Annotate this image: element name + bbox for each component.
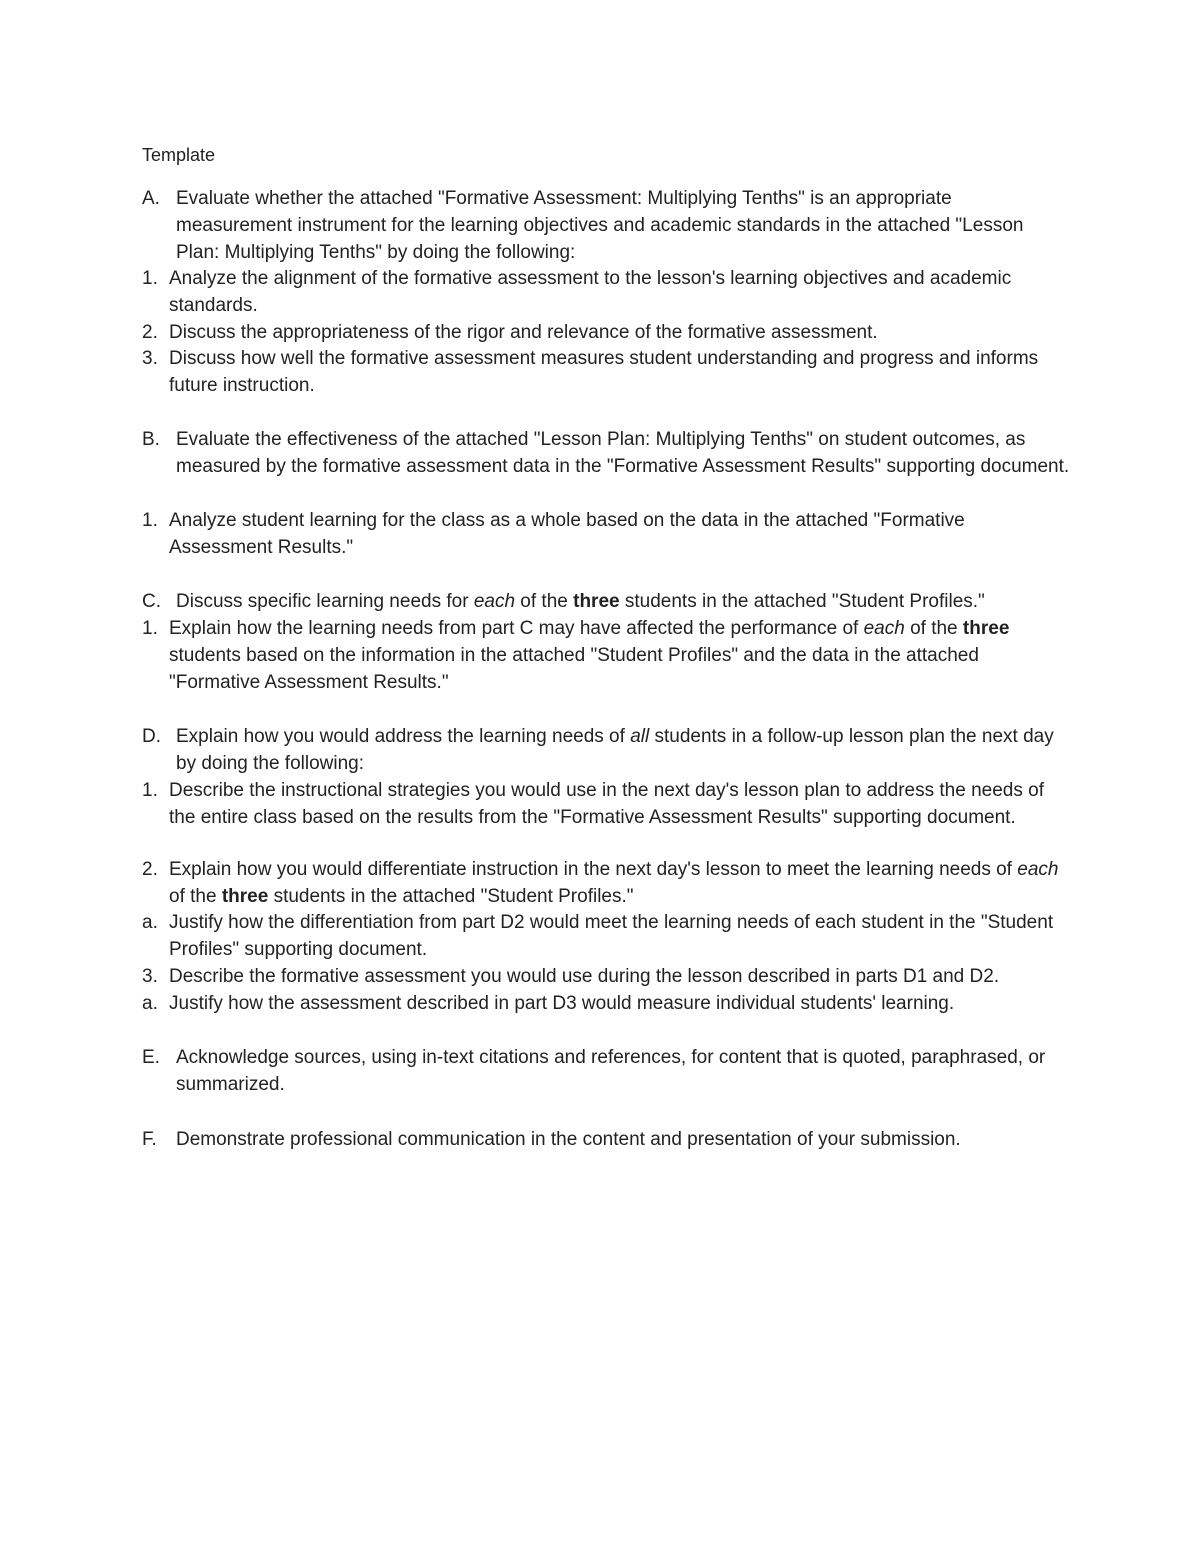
item-text: Describe the instructional strategies you would use in the next day's lesson plan to address the needs of the entire class based on the results from the "Formative Assessment Results" supporting document. — [169, 780, 1044, 828]
item-marker: 3. — [142, 966, 158, 987]
section-d — [142, 724, 1072, 778]
section-marker: D. — [142, 726, 161, 747]
text-part: students based on the information in the attached "Student Profiles" and the data in the attached "Formative Assessment Results." — [169, 644, 979, 693]
section-marker: F. — [142, 1129, 157, 1150]
section-marker: E. — [142, 1047, 160, 1068]
section-text: Evaluate the effectiveness of the attached "Lesson Plan: Multiplying Tenths" on student outcomes, as measured by the formative assessment data in the "Formative Assessment Results" supporting document. — [176, 429, 1070, 477]
document-title: Template — [142, 145, 216, 165]
item-text: Discuss how well the formative assessment measures student understanding and progress and informs future instruction. — [169, 348, 1039, 396]
section-text: Evaluate whether the attached "Formative Assessment: Multiplying Tenths" is an appropriate measurement instrument for the learning objectives and academic standards in the attached "Lesson Plan: Multiplying Tenths" by doing the following: — [176, 188, 1024, 263]
item-marker: 2. — [142, 322, 158, 343]
item-text: Discuss the appropriateness of the rigor and relevance of the formative assessment. — [169, 322, 878, 343]
item-marker: 1. — [142, 510, 158, 531]
text-part: Explain how the learning needs from part C may have affected the performance of — [169, 618, 864, 639]
section-a-item-2 — [142, 320, 1072, 347]
section-f — [142, 1127, 1072, 1154]
item-text — [142, 616, 1072, 696]
item-marker: a. — [142, 912, 158, 933]
item-text: Justify how the assessment described in part D3 would measure individual students' learning. — [169, 993, 955, 1014]
section-d-item-2 — [142, 857, 1072, 911]
section-c — [142, 589, 1072, 616]
section-b — [142, 427, 1072, 481]
emphasis-text: each — [473, 591, 516, 612]
text-part: Explain how you would differentiate instruction in the next day's lesson to meet the learning needs of — [169, 859, 1018, 880]
text-part: of the — [904, 618, 963, 639]
text-part: students in a follow-up lesson plan the next day by doing the following: — [176, 726, 1054, 774]
item-marker: a. — [142, 993, 158, 1014]
emphasis-text: all — [630, 726, 650, 747]
section-text: Demonstrate professional communication in the content and presentation of your submission. — [176, 1129, 961, 1150]
text-part: of the — [169, 885, 222, 907]
section-marker: A. — [142, 188, 160, 209]
bold-text: three — [221, 885, 269, 907]
bold-text: three — [573, 591, 620, 612]
section-d-item-2a — [142, 910, 1072, 964]
section-text — [142, 724, 1072, 778]
section-a-item-3 — [142, 346, 1072, 400]
text-part: students in the attached "Student Profiles." — [619, 591, 985, 612]
item-marker: 1. — [142, 780, 158, 801]
item-text: Justify how the differentiation from part D2 would meet the learning needs of each student in the "Student Profiles" supporting document. — [169, 912, 1054, 960]
section-text: Acknowledge sources, using in-text citations and references, for content that is quoted, paraphrased, or summarized. — [176, 1047, 1046, 1095]
section-text — [142, 589, 1072, 616]
item-text: Describe the formative assessment you would use during the lesson described in parts D1 and D2. — [169, 966, 1000, 987]
text-part: Explain how you would address the learning needs of — [176, 726, 631, 747]
item-marker: 1. — [142, 618, 158, 639]
section-b-item-1 — [142, 508, 1072, 562]
section-d-item-3 — [142, 964, 1072, 991]
item-marker: 3. — [142, 348, 158, 369]
text-part: students in the attached "Student Profiles." — [268, 885, 634, 907]
bold-text: three — [962, 618, 1010, 639]
section-marker: C. — [142, 591, 161, 612]
emphasis-text: each — [1017, 859, 1059, 880]
section-e — [142, 1045, 1072, 1099]
section-a — [142, 186, 1072, 266]
section-d-item-1 — [142, 778, 1072, 832]
item-text — [142, 857, 1072, 911]
item-marker: 2. — [142, 859, 158, 880]
emphasis-text: each — [863, 618, 905, 639]
section-a-item-1 — [142, 266, 1072, 320]
item-text: Analyze student learning for the class as a whole based on the data in the attached "Formative Assessment Results." — [169, 510, 965, 558]
item-marker: 1. — [142, 268, 158, 289]
item-text: Analyze the alignment of the formative assessment to the lesson's learning objectives and academic standards. — [169, 268, 1012, 316]
text-part: of the — [515, 591, 574, 612]
text-part: Discuss specific learning needs for — [176, 591, 474, 612]
section-c-item-1 — [142, 616, 1072, 696]
section-d-item-3a — [142, 991, 1072, 1018]
section-marker: B. — [142, 429, 160, 450]
